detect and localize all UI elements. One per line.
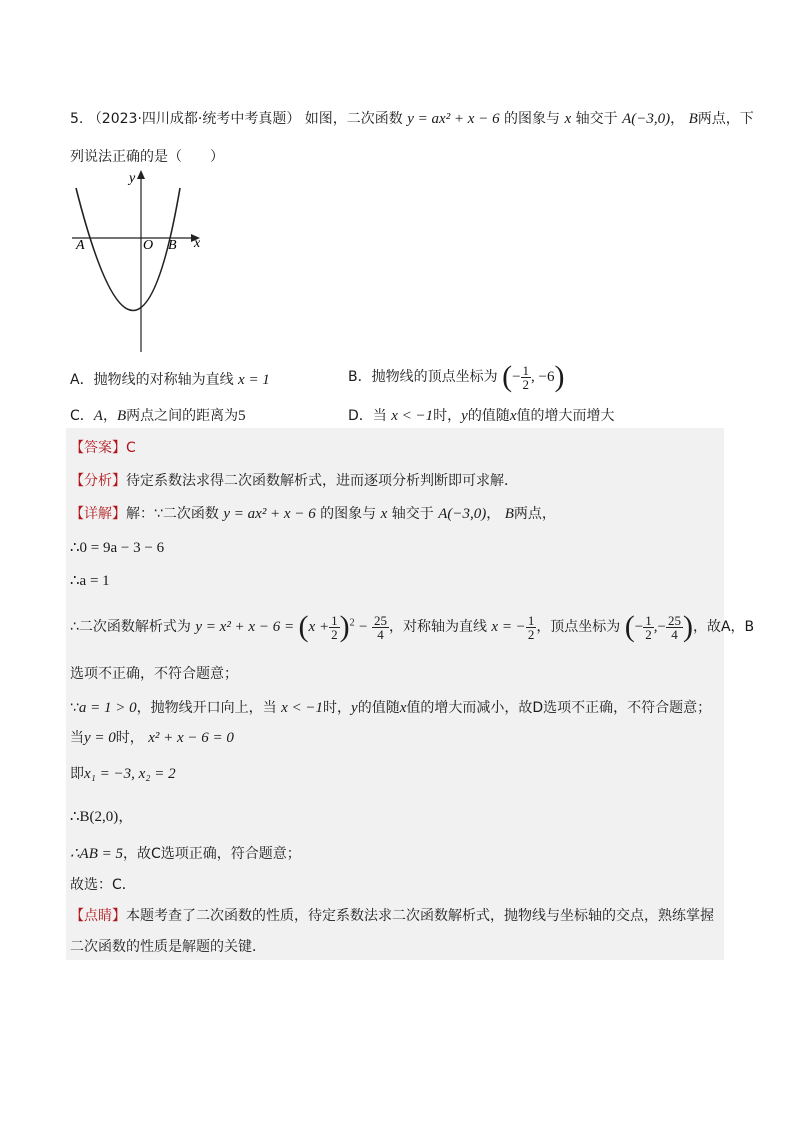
detail-math: a = 1 > 0 [78, 700, 137, 716]
analysis-tag: 【分析】 [70, 473, 126, 489]
y-axis-arrow [137, 170, 145, 179]
option-b-fraction: $\frac{1}{2}$ [522, 362, 530, 392]
option-d-text: 值的增大而增大 [516, 408, 615, 424]
comment-tag: 【点睛】 [70, 908, 126, 924]
detail-expression: y = x² + x − 6 = [195, 619, 295, 635]
comment-line-1 [70, 905, 714, 925]
option-a[interactable] [70, 369, 270, 389]
detail-text: ∴二次函数解析式为 [70, 619, 191, 635]
detail-fraction-2: $\frac{25}{4}$ [373, 612, 387, 642]
detail-text: ， [486, 506, 501, 522]
detail-text: 时， [115, 730, 144, 746]
comment-text: 本题考查了二次函数的性质，待定系数法求二次函数解析式，抛物线与坐标轴的交点，熟练掌握 [126, 908, 714, 924]
question-text: 两点，下 [697, 111, 754, 127]
point-b: B [688, 111, 698, 127]
option-d-text: 的值随 [467, 408, 510, 424]
detail-text: ，抛物线开口向上，当 [136, 700, 277, 716]
detail-text: 的图象与 [320, 506, 377, 522]
option-c-value: 5 [238, 408, 246, 424]
detail-math: ∴AB = 5 [70, 846, 123, 862]
option-c-comma: ， [102, 408, 117, 424]
comment-line-2: 二次函数的性质是解题的关键． [70, 939, 266, 955]
detail-expression: x + [308, 619, 330, 635]
detail-equation: x² + x − 6 = 0 [148, 730, 234, 746]
question-source: （2023·四川成都·统考中考真题） [87, 111, 301, 127]
option-d-y: y [461, 408, 468, 424]
detail-line-1 [70, 503, 556, 523]
question-number: 5. [70, 111, 84, 127]
detail-line-8 [70, 763, 176, 783]
detail-math: x < −1 [281, 700, 324, 716]
detail-text: 两点， [513, 506, 556, 522]
option-d-text: D．当 [348, 408, 387, 424]
question-text: 轴交于 [575, 111, 618, 127]
option-d-text: 时， [433, 408, 462, 424]
detail-func: y = ax² + x − 6 [223, 506, 316, 522]
detail-axis: x = − [491, 619, 526, 635]
option-b-tail: , −6 [531, 369, 555, 385]
detail-text: ∵ [70, 700, 79, 716]
detail-line-10 [70, 843, 301, 863]
detail-roots: x₁ = −3, x₂ = 2 [84, 766, 176, 782]
origin-label: O [143, 238, 154, 253]
detail-text: ，对称轴为直线 [388, 619, 487, 635]
detail-line-7 [70, 727, 234, 747]
y-axis-label: y [129, 171, 136, 186]
detail-fraction-4: $\frac{1}{2}$ [645, 612, 652, 642]
question-text: 的图象与 [504, 111, 561, 127]
option-a-math: x = 1 [238, 372, 270, 388]
detail-x: x [399, 700, 407, 716]
option-c[interactable] [70, 405, 246, 425]
detail-text: 当 [70, 730, 84, 746]
detail-text: ，故C选项正确，符合题意； [123, 846, 301, 862]
detail-line-4: ∴二次函数解析式为 y = x² + x − 6 = (x + $\frac{1}{2}$ )$^2$ − $\frac{25}{4}$ ，对称轴为直线 x = − $\frac{1}{2}$ ，顶点坐标为 (− $\frac{1}{2}$ ,− $\frac{25}{4}$ )，故A，B [70, 610, 755, 643]
answer-tag: 【答案】 [70, 440, 126, 456]
analysis-text: 待定系数法求得二次函数解析式，进而逐项分析判断即可求解． [126, 473, 518, 489]
point-a: A(−3,0) [622, 111, 671, 127]
detail-text: 即 [70, 766, 84, 782]
option-c-text: C． [70, 408, 94, 424]
option-c-desc: 两点之间的距离为 [126, 408, 239, 424]
answer-value: C [126, 440, 136, 456]
detail-line-3: ∴a = 1 [70, 573, 110, 589]
answer-line [70, 437, 136, 457]
x-axis-label: x [194, 236, 201, 251]
detail-text: 时， [323, 700, 352, 716]
detail-math: y = 0 [84, 730, 116, 746]
detail-fraction-3: $\frac{1}{2}$ [527, 612, 535, 642]
parabola-graph [70, 168, 210, 354]
detail-line-5: 选项不正确，不符合题意； [70, 666, 238, 682]
detail-y: y [351, 700, 358, 716]
parabola-curve [76, 188, 180, 311]
question-line-1 [70, 108, 754, 128]
detail-text: ，顶点坐标为 [536, 619, 621, 635]
option-c-a: A [93, 408, 103, 424]
detail-point-b: B [504, 506, 514, 522]
detail-text: 值的增大而减小，故D选项不正确，不符合题意； [406, 700, 712, 716]
detail-line-6 [70, 697, 711, 717]
detail-line-9: ∴B(2,0)， [70, 809, 134, 825]
option-d-condition: x < −1 [391, 408, 434, 424]
option-a-text: A．抛物线的对称轴为直线 [70, 372, 234, 388]
variable-x: x [564, 111, 572, 127]
option-d-x: x [509, 408, 517, 424]
question-text: ， [670, 111, 685, 127]
analysis-line [70, 470, 518, 490]
detail-fraction-5: $\frac{25}{4}$ [667, 612, 681, 642]
detail-line-11: 故选：C． [70, 877, 136, 893]
detail-square: 2 [349, 617, 355, 629]
detail-line-2: ∴0 = 9a − 3 − 6 [70, 540, 165, 556]
detail-tag: 【详解】 [70, 506, 126, 522]
detail-text: 的值随 [357, 700, 400, 716]
detail-text: ，故A，B [692, 619, 755, 635]
detail-point: A(−3,0) [438, 506, 487, 522]
question-line-2: 列说法正确的是（ ） [70, 149, 224, 165]
detail-fraction: $\frac{1}{2}$ [331, 612, 338, 642]
point-b-label: B [168, 238, 177, 253]
option-d[interactable] [348, 405, 614, 425]
option-c-b: B [116, 408, 127, 424]
option-b-text: B．抛物线的顶点坐标为 [348, 369, 498, 385]
detail-x: x [380, 506, 388, 522]
detail-text: 轴交于 [391, 506, 434, 522]
point-a-label: A [76, 238, 85, 253]
option-b[interactable]: B．抛物线的顶点坐标为 (− $\frac{1}{2}$ , −6) [348, 360, 565, 393]
detail-text: 解：∵二次函数 [126, 506, 219, 522]
question-text: 如图，二次函数 [304, 111, 403, 127]
function-expression: y = ax² + x − 6 [407, 111, 500, 127]
detail-minus: − [359, 619, 368, 635]
